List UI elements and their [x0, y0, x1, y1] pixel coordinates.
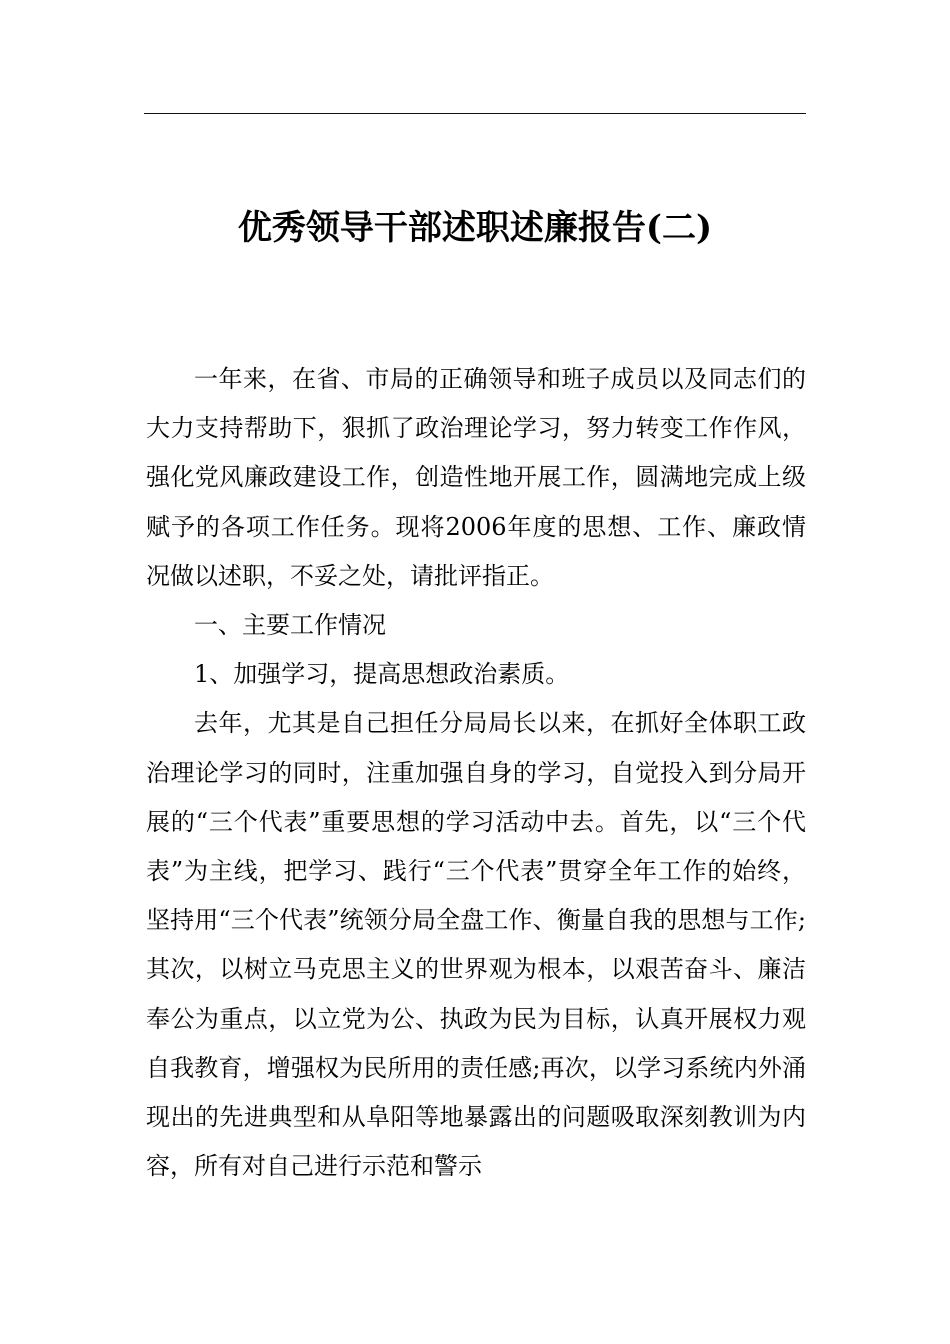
- section-heading: 一、主要工作情况: [194, 611, 386, 640]
- document-title: 优秀领导干部述职述廉报告(二): [237, 208, 713, 248]
- paragraph-study: 去年，尤其是自己担任分局局长以来，在抓好全体职工政治理论学习的同时，注重加强自身的学习，自觉投入到分局开展的“三个代表”重要思想的学习活动中去。首先，以“三个代表”为主线，把学习、践行“三个代表”贯穿全年工作的始终，坚持用“三个代表”统领分局全盘工作、衡量自我的思想与工作;其次，以树立马克思主义的世界观为根本，以艰苦奋斗、廉洁奉公为重点，以立党为公、执政为民为目标，认真开展权力观自我教育，增强权为民所用的责任感;再次，以学习系统内外涌现出的先进典型和从阜阳等地暴露出的问题吸取深刻教训为内容，所有对自己进行示范和警示: [146, 709, 806, 1181]
- subsection-heading: 1、加强学习，提高思想政治素质。: [194, 660, 570, 689]
- document-body: [146, 355, 806, 1191]
- header-rule: [144, 113, 806, 114]
- paragraph-intro: 一年来，在省、市局的正确领导和班子成员以及同志们的大力支持帮助下，狠抓了政治理论学习，努力转变工作作风，强化党风廉政建设工作，创造性地开展工作，圆满地完成上级赋予的各项工作任务。现将2006年度的思想、工作、廉政情况做以述职，不妥之处，请批评指正。: [146, 365, 806, 590]
